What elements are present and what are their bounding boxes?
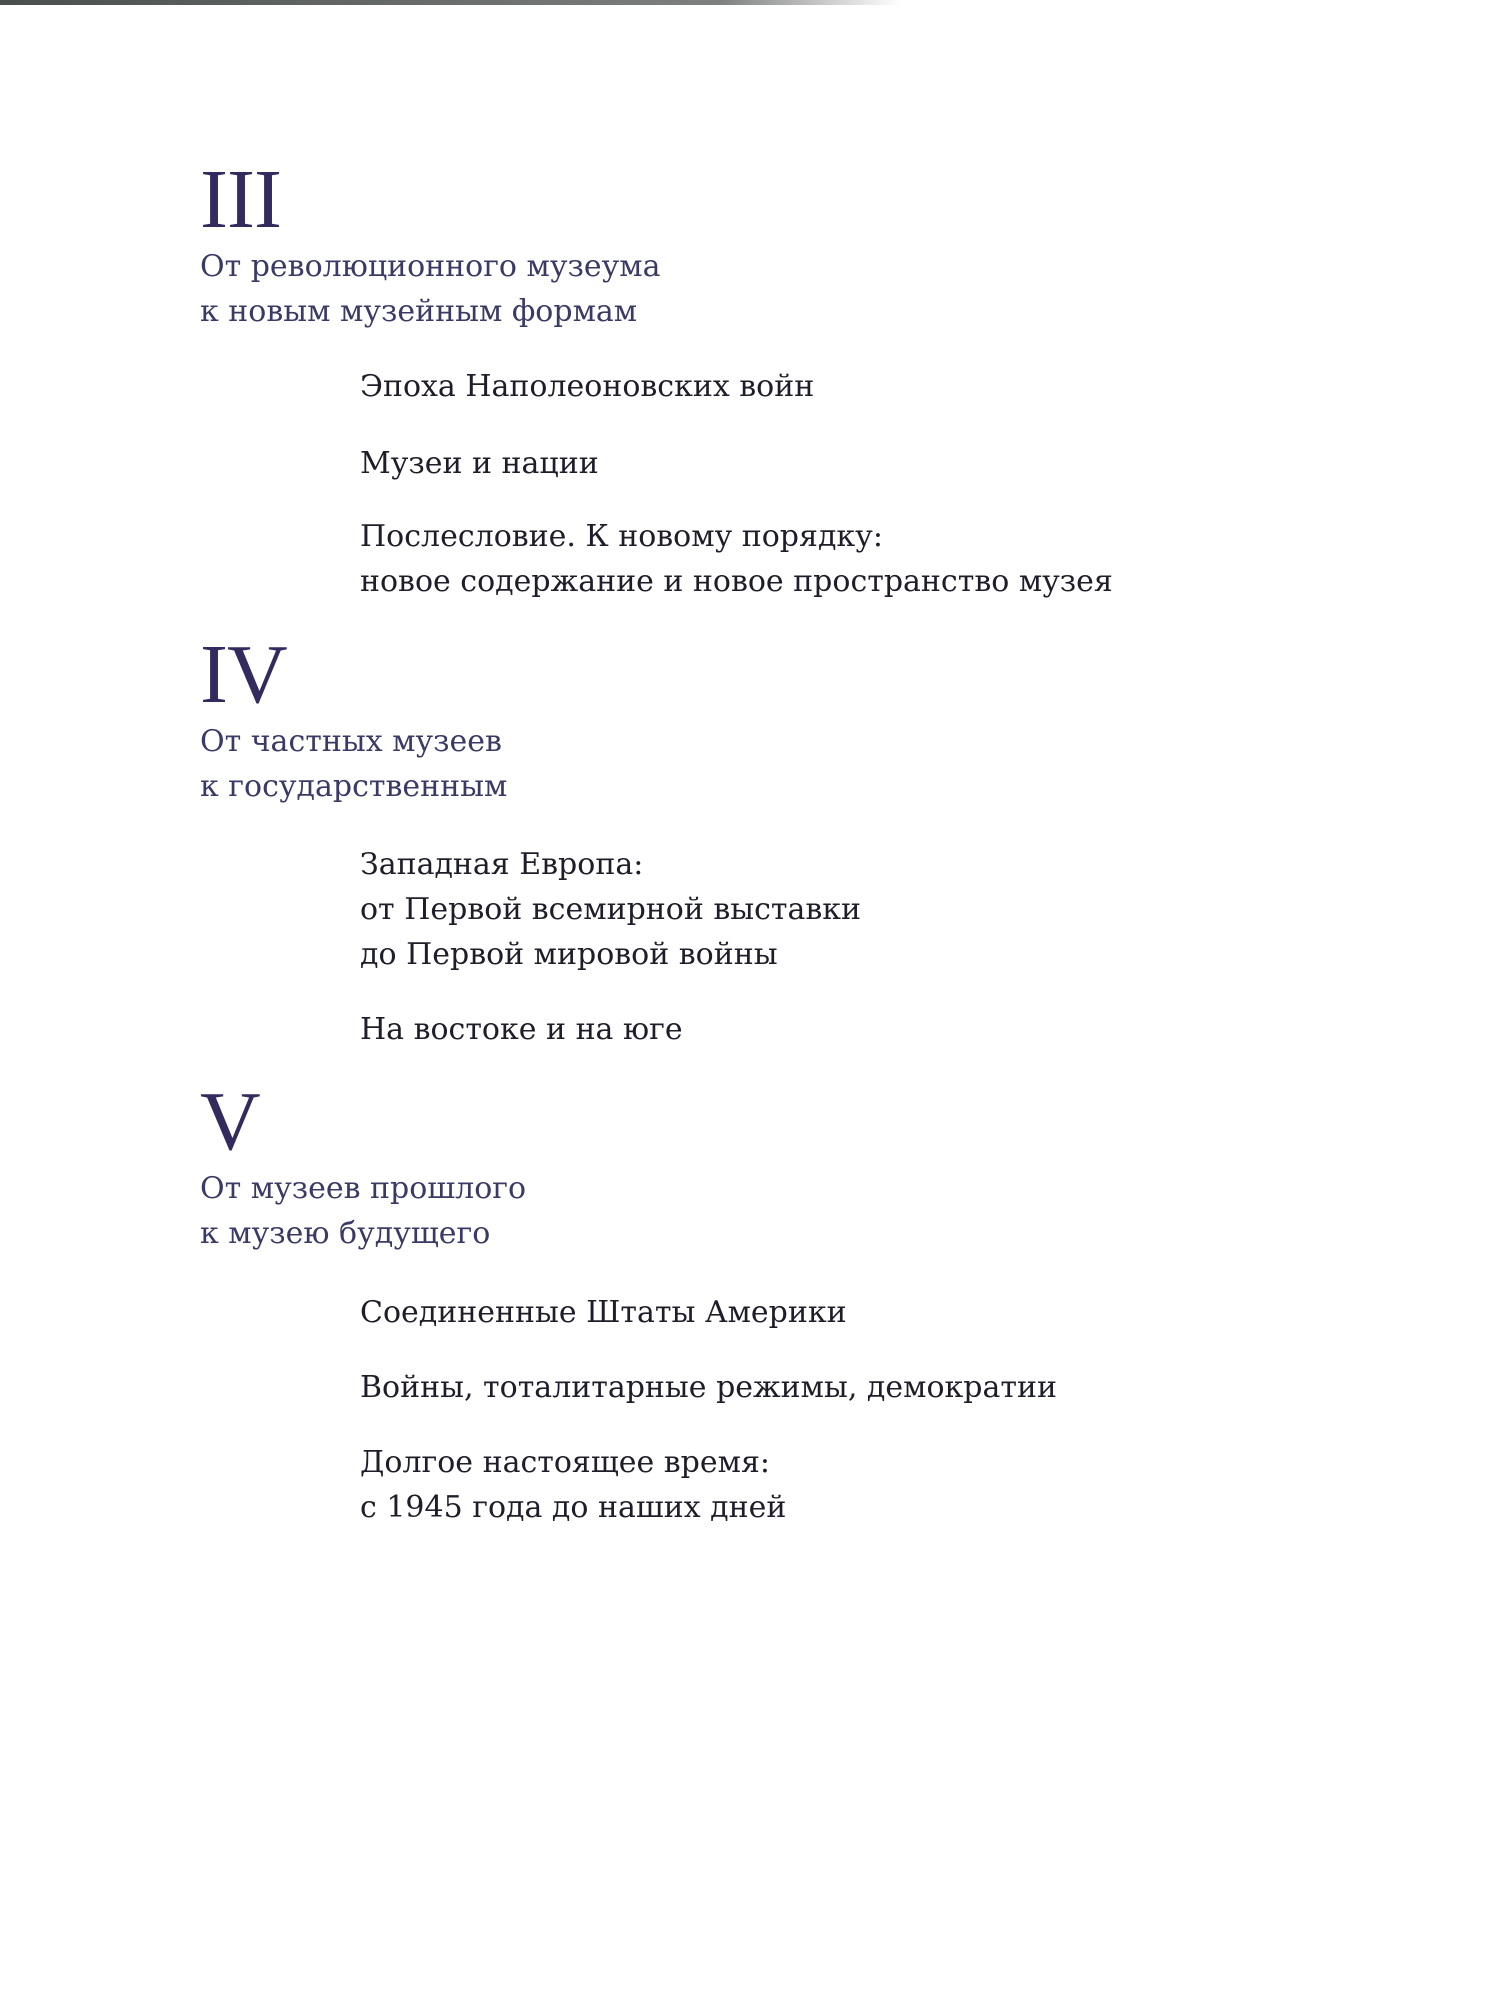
toc-entry-line: новое содержание и новое пространство музея (360, 564, 1113, 599)
section-title (200, 244, 661, 334)
toc-entry-line: от Первой всемирной выставки (360, 892, 862, 927)
scan-edge (0, 0, 900, 5)
section-numeral: III (200, 153, 281, 246)
toc-entry-line: Послесловие. К новому порядку: (360, 519, 883, 554)
toc-entry-line: Музеи и нации (360, 446, 599, 481)
section-title-line: к новым музейным формам (200, 294, 638, 329)
toc-entry-line: с 1945 года до наших дней (360, 1490, 787, 1525)
section-title (200, 1166, 526, 1256)
toc-entry-line: Долгое настоящее время: (360, 1445, 770, 1480)
toc-entry (360, 1007, 683, 1052)
toc-entry-line: до Первой мировой войны (360, 937, 778, 972)
toc-entry (360, 364, 814, 409)
toc-entry-line: На востоке и на юге (360, 1012, 683, 1047)
toc-entry (360, 441, 599, 486)
toc-entry (360, 514, 1113, 604)
section-title-line: к государственным (200, 769, 508, 804)
section-iii (200, 153, 661, 334)
section-title (200, 719, 507, 809)
section-title-line: От музеев прошлого (200, 1171, 527, 1206)
section-title-line: От революционного музеума (200, 249, 661, 284)
section-iv (200, 628, 508, 809)
section-title-line: к музею будущего (200, 1216, 491, 1251)
toc-entry-line: Войны, тоталитарные режимы, демократии (360, 1370, 1057, 1405)
toc-entry (360, 1290, 847, 1335)
toc-entry (360, 842, 861, 977)
section-numeral: IV (200, 628, 287, 721)
toc-entry-line: Эпоха Наполеоновских войн (360, 369, 815, 404)
toc-entry (360, 1440, 786, 1530)
toc-entry-line: Западная Европа: (360, 847, 644, 882)
toc-entry-line: Соединенные Штаты Америки (360, 1295, 847, 1330)
section-numeral: V (200, 1075, 260, 1168)
toc-entry (360, 1365, 1057, 1410)
section-title-line: От частных музеев (200, 724, 502, 759)
section-v (200, 1075, 527, 1256)
